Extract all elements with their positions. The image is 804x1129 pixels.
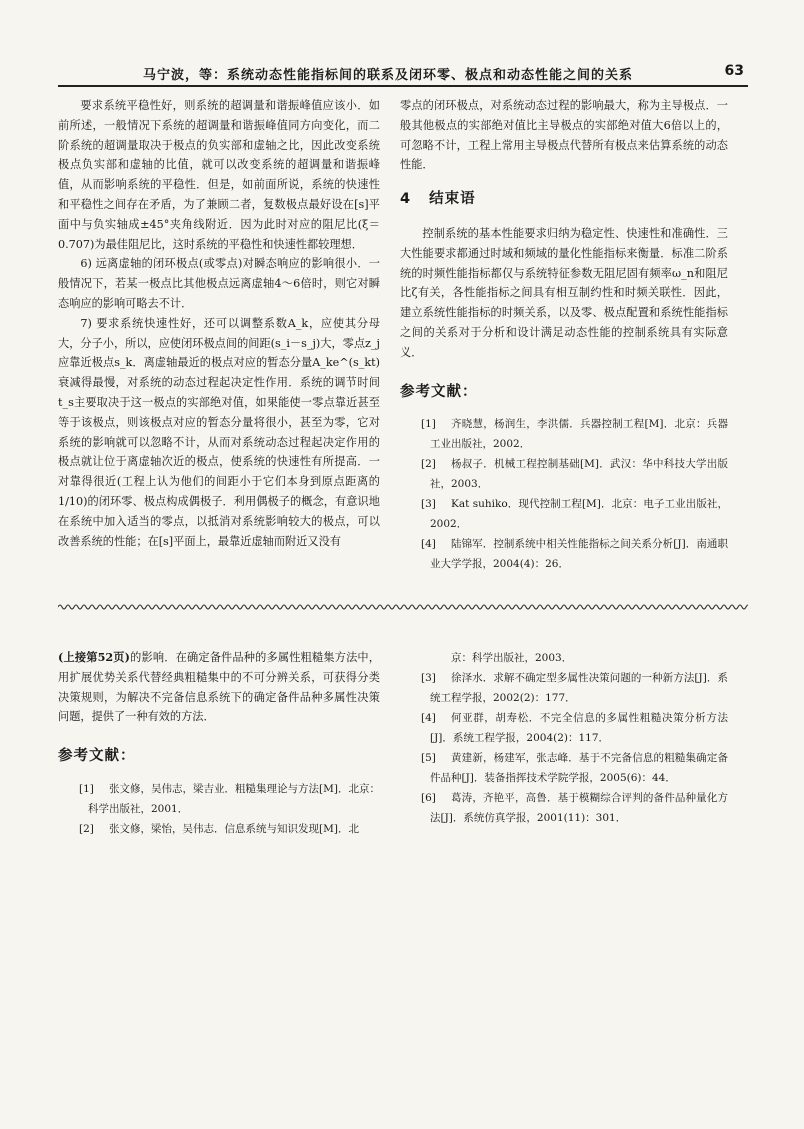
reference-item	[400, 788, 728, 828]
reference-number: [2]	[79, 822, 94, 835]
reference-number: [4]	[421, 712, 436, 724]
reference-number: [6]	[421, 792, 436, 804]
reference-text: 葛涛，齐艳平，高鲁．基于模糊综合评判的备件品种量化方法[J]．系统仿真学报，2001(11)：301．	[430, 792, 728, 824]
reference-number: [1]	[421, 418, 436, 431]
body-paragraph: 要求系统平稳性好，则系统的超调量和谐振峰值应该小．如前所述，一般情况下系统的超调量和谐振峰值同方向变化，而二阶系统的超调量取决于极点的负实部和虚轴之比，因此改变系统极点负实部和虚轴的比值，就可以改变系统的超调量和谐振峰值，从而影响系统的平稳性．但是，如前面所说，系统的快速性和平稳性之间存在矛盾，为了兼顾二者，复数极点最好设在[s]平面中与负实轴成±45°夹角线附近．因为此时对应的阻尼比(ξ＝0.707)为最佳阻尼比，这时系统的平稳性和快速性都较理想．	[58, 99, 380, 251]
continuation-right-column	[400, 648, 728, 828]
reference-text: 何亚群，胡寿松．不完全信息的多属性粗糙决策分析方法[J]．系统工程学报，2004(2)：117．	[430, 712, 728, 744]
reference-text: 张文修，吴伟志，梁吉业．粗糙集理论与方法[M]．北京：科学出版社，2001．	[88, 782, 380, 815]
reference-item	[400, 534, 728, 574]
continuation-left-column	[58, 648, 380, 839]
reference-text: 黄建新，杨建军，张志峰．基于不完备信息的粗糙集确定备件品种[J]．装备指挥技术学院学报，2005(6)：44．	[430, 752, 728, 784]
continuation-paragraph	[58, 648, 380, 727]
running-title: 马宁波，等：系统动态性能指标间的联系及闭环零、极点和动态性能之间的关系	[143, 68, 634, 83]
section-number: 4	[400, 191, 412, 208]
reference-item	[400, 748, 728, 788]
wavy-separator	[58, 601, 748, 613]
references-heading: 参考文献：	[400, 383, 478, 400]
reference-text: 陆锦军．控制系统中相关性能指标之间关系分析[J]．南通职业大学学报，2004(4)：26．	[430, 538, 728, 571]
body-paragraph: 7) 要求系统快速性好，还可以调整系数A_k，应使其分母大，分子小，所以，应使闭环极点间的间距(s_i－s_j)大，零点z_j应靠近极点s_k．离虚轴最近的极点对应的暂态分量A_ke^(s_kt)衰减得最慢，对系统的动态过程起决定性作用．系统的调节时间t_s主要取决于这一极点的实部绝对值，如果能使一零点靠近甚至等于该极点，则该极点对应的暂态分量将很小，甚至为零，它对系统的影响就可以忽略不计，从而对系统动态过程起决定作用的极点就让位于离虚轴次近的极点，使系统的快速性有所提高．一对靠得很近(工程上认为他们的间距小于它们本身到原点距离的1/10)的闭环零、极点构成偶极子．利用偶极子的概念，有意识地在系统中加入适当的零点，以抵消对系统影响较大的极点，可以改善系统的性能；在[s]平面上，最靠近虚轴而附近又没有	[58, 316, 380, 548]
reference-text: 张文修，梁怡，吴伟志．信息系统与知识发现[M]．北	[109, 822, 359, 835]
reference-number: [1]	[79, 782, 94, 795]
references-heading: 参考文献：	[58, 748, 136, 765]
reference-number: [2]	[421, 458, 436, 471]
continued-from-note: (上接第52页)	[58, 650, 130, 664]
reference-continuation	[400, 648, 728, 668]
reference-item	[400, 708, 728, 748]
body-paragraph: 零点的闭环极点，对系统动态过程的影响最大，称为主导极点．一般其他极点的实部绝对值比主导极点的实部绝对值大6倍以上的，可忽略不计，工程上常用主导极点代替所有极点来估算系统的动态性能．	[400, 99, 728, 172]
reference-number: [4]	[421, 538, 436, 551]
running-header	[58, 58, 748, 84]
reference-text: 杨叔子．机械工程控制基础[M]．武汉：华中科技大学出版社，2003．	[430, 458, 728, 491]
reference-text: 徐泽水．求解不确定型多属性决策问题的一种新方法[J]．系统工程学报，2002(2)：177．	[430, 672, 728, 704]
reference-item	[400, 454, 728, 494]
reference-item	[58, 779, 380, 819]
page-number: 63	[724, 63, 744, 79]
right-column	[400, 96, 728, 574]
reference-item	[400, 414, 728, 454]
reference-number: [5]	[421, 752, 436, 764]
reference-number: [3]	[421, 672, 436, 684]
section-heading	[400, 190, 728, 210]
reference-text: 京：科学出版社，2003．	[451, 652, 573, 664]
reference-item	[400, 668, 728, 708]
reference-text: 齐晓慧，杨润生，李洪儒．兵器控制工程[M]．北京：兵器工业出版社，2002．	[430, 418, 728, 451]
reference-number: [3]	[421, 498, 436, 511]
body-paragraph: 6) 远离虚轴的闭环极点(或零点)对瞬态响应的影响很小．一般情况下，若某一极点比其他极点远离虚轴4～6倍时，则它对瞬态响应的影响可略去不计．	[58, 257, 380, 310]
reference-item	[400, 494, 728, 534]
left-column	[58, 96, 380, 551]
conclusion-paragraph: 控制系统的基本性能要求归纳为稳定性、快速性和准确性．三大性能要求都通过时域和频域的量化性能指标来衡量．标准二阶系统的时频性能指标都仅与系统特征参数无阻尼固有频率ω_n和阻尼比ζ有关，各性能指标之间具有相互制约性和时频关联性．因此，建立系统性能指标的时频关系，以及零、极点配置和系统性能指标之间的关系对于分析和设计满足动态性能的控制系统具有实际意义．	[400, 226, 728, 359]
continuation-text: 的影响．在确定备件品种的多属性粗糙集方法中，用扩展优势关系代替经典粗糙集中的不可分辨关系，可获得分类决策规则，为解决不完备信息系统下的确定备件品种多属性决策问题，提供了一种有效的方法．	[58, 651, 380, 724]
reference-text: Kat suhiko．现代控制工程[M]．北京：电子工业出版社，2002．	[430, 498, 728, 531]
reference-item	[58, 819, 380, 839]
section-title: 结束语	[429, 191, 476, 208]
header-rule	[58, 85, 748, 87]
